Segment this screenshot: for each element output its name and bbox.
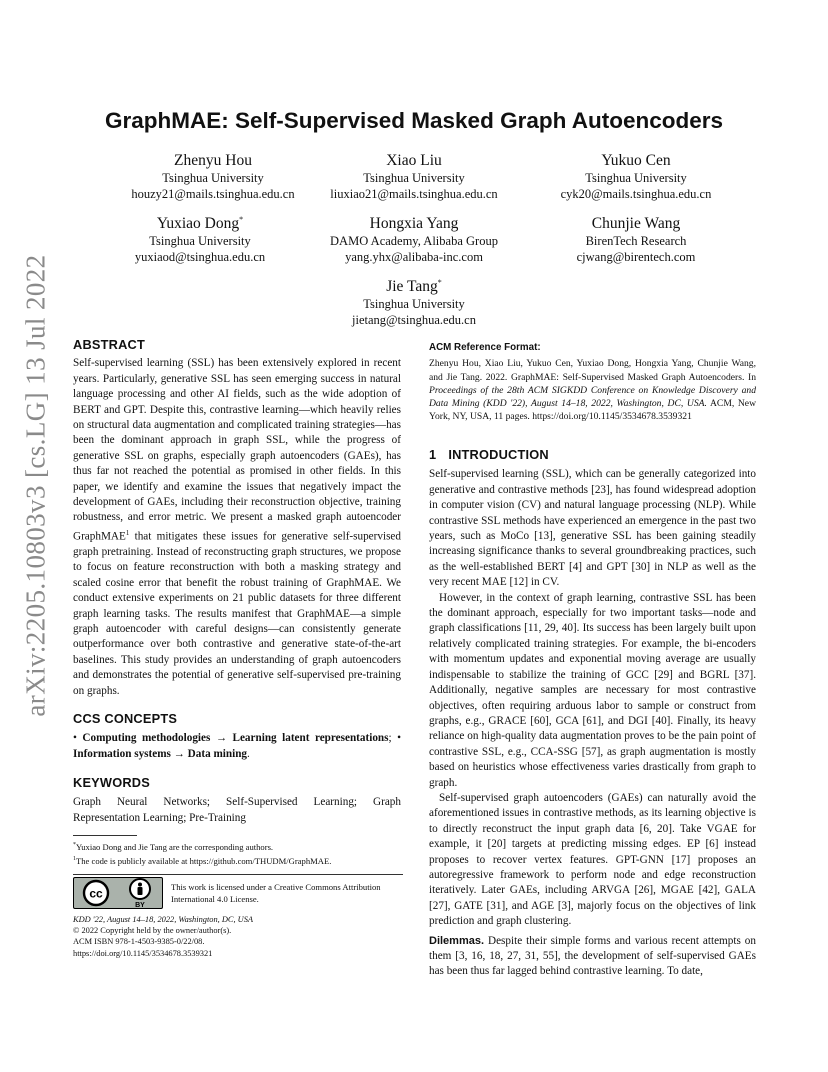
by-badge-label: BY xyxy=(135,902,145,908)
author-affiliation: Tsinghua University xyxy=(162,171,264,185)
abstract-section xyxy=(73,337,401,699)
author-name: Hongxia Yang xyxy=(369,215,459,232)
paragraph: Dilemmas. Despite their simple forms and various recent attempts on them [3, 16, 18, 27, 31, 55], the development of self-supervised GAEs has been thus far lagged behind contrastive learning. To date, xyxy=(429,934,756,978)
author-name: Yukuo Cen xyxy=(601,152,671,169)
ccs-heading: CCS CONCEPTS xyxy=(73,711,178,726)
paragraph: However, in the context of graph learning, contrastive SSL has been the dominant approach, especially for two important tasks—node and graph classifications [11, 29, 40]. Its success has been largely built upon relatively complicated training strategies. For example, the bi-encoders with momentum updates and exponential moving average are usually indispensable to stabilize the training of GCC [29] and BGRL [37]. Additionally, negative samples are necessary for most contrastive objectives, often requiring arduous labor to sample or construct from graphs, e.g., GRACE [60], GCA [61], and DGI [40]. Finally, its heavy reliance on high-quality data augmentation proves to be the pain point of contrastive SSL, e.g., CCA-SSG [57], as graph augmentation is mostly based on heuristics whose effectiveness varies drastically from graph to graph. xyxy=(429,591,756,789)
keywords-text: Graph Neural Networks; Self-Supervised Learning; Graph Representation Learning; Pre-Training xyxy=(73,796,401,824)
cc-by-license-badge xyxy=(73,877,163,909)
author-affiliation: DAMO Academy, Alibaba Group xyxy=(330,234,498,248)
author-name: Chunjie Wang xyxy=(591,215,681,232)
license-text: This work is licensed under a Creative Commons Attribution International 4.0 License. xyxy=(171,882,381,904)
footnotes xyxy=(73,839,403,867)
reference-format-text: Zhenyu Hou, Xiao Liu, Yukuo Cen, Yuxiao Dong, Hongxia Yang, Chunjie Wang, and Jie Tang. 2022. GraphMAE: Self-Supervised Masked Graph Autoencoders. In Proceedings of the 28th ACM SIGKDD Conference on Knowledge Discovery and Data Mining (KDD '22), August 14–18, 2022, Washington, DC, USA. ACM, New York, NY, USA, 11 pages. https://doi.org/10.1145/3534678.3539321 xyxy=(429,358,756,423)
ccs-text: • Computing methodologies → Learning latent representations; • Information systems → Data mining. xyxy=(73,732,401,760)
author-affiliation: BirenTech Research xyxy=(585,234,687,248)
author-name: Jie Tang* xyxy=(386,277,442,295)
arxiv-identifier xyxy=(12,253,60,717)
footnote-divider xyxy=(73,835,137,836)
author-name: Xiao Liu xyxy=(386,152,442,169)
paragraph: Self-supervised graph autoencoders (GAEs) can naturally avoid the aforementioned issues in contrastive methods, as its learning objective is to directly reconstruct the input graph data [6, 20]. Take VGAE for example, it [20] targets at predicting missing edges. EP [6] instead proposes to recover vertex features. GPT-GNN [17] proposes an autoregressive framework to perform node and edge reconstruction iteratively. Later GAEs, including ARVGA [26], MGAE [42], GALA [27], GATE [31], and AGE [3], majorly focus on the objectives of link prediction and graph clustering. xyxy=(429,791,756,928)
author-name: Yuxiao Dong* xyxy=(156,214,244,232)
license-block xyxy=(73,877,403,911)
author-block xyxy=(506,151,766,202)
author-block xyxy=(284,277,544,328)
attribution-icon xyxy=(126,878,154,908)
author-email: houzy21@mails.tsinghua.edu.cn xyxy=(131,187,295,201)
abstract-heading: ABSTRACT xyxy=(73,337,145,352)
arxiv-identifier-text: arXiv:2205.10803v3 [cs.LG] 13 Jul 2022 xyxy=(20,253,51,717)
author-email: liuxiao21@mails.tsinghua.edu.cn xyxy=(330,187,498,201)
paragraph: Self-supervised learning (SSL), which can be generally categorized into generative and contrastive methods [23], has found widespread adoption in computer vision (CV) and natural language processing (NLP). While contrastive SSL methods have experienced an emergence in the past two years, such as MoCo [13], generative SSL has been gaining steadily increasing significance thanks to several groundbreaking practices, such as the well-established BERT [4] and GPT [30] in NLP as well as the very recent MAE [12] in CV. xyxy=(429,468,756,589)
keywords-section xyxy=(73,775,401,826)
doi-line: https://doi.org/10.1145/3534678.3539321 xyxy=(73,948,213,958)
author-affiliation: Tsinghua University xyxy=(149,234,251,248)
author-affiliation: Tsinghua University xyxy=(363,171,465,185)
author-name: Zhenyu Hou xyxy=(174,152,252,169)
ccs-section xyxy=(73,711,401,762)
author-block xyxy=(506,214,766,265)
author-email: cjwang@birentech.com xyxy=(576,250,696,264)
author-affiliation: Tsinghua University xyxy=(585,171,687,185)
author-email: yang.yhx@alibaba-inc.com xyxy=(345,250,483,264)
author-block xyxy=(284,151,544,202)
author-affiliation: Tsinghua University xyxy=(363,297,465,311)
conference-line: KDD '22, August 14–18, 2022, Washington, DC, USA xyxy=(73,915,254,924)
license-divider xyxy=(73,874,403,875)
copyright-line: © 2022 Copyright held by the owner/author(s). xyxy=(73,926,232,936)
author-email: yuxiaod@tsinghua.edu.cn xyxy=(134,250,266,264)
introduction-heading: 1 INTRODUCTION xyxy=(429,447,549,462)
reference-format-section xyxy=(429,340,756,423)
reference-format-heading: ACM Reference Format: xyxy=(429,342,541,353)
footnote: *Yuxiao Dong and Jie Tang are the corresponding authors. xyxy=(73,841,274,852)
creative-commons-icon xyxy=(82,879,110,907)
venue-info xyxy=(73,914,403,959)
footnote: $^1$The code is publicly available at https://github.com/THUDM/GraphMAE. xyxy=(73,855,332,866)
author-email: jietang@tsinghua.edu.cn xyxy=(352,313,476,327)
isbn-line: ACM ISBN 978-1-4503-9385-0/22/08. xyxy=(73,937,205,947)
abstract-text: Self-supervised learning (SSL) has been extensively explored in recent years. Particularly, generative SSL has seen emerging success in natural language processing and other AI fields, such as the wide adoption of BERT and GPT. Despite this, contrastive learning—which heavily relies on structural data augmentation and complicated training strategies—has been the dominant approach in graph SSL, while the progress of generative SSL on graphs, especially graph autoencoders (GAEs), has thus far not reached the potential as promised in other fields. In this paper, we identify and examine the issues that negatively impact the development of GAEs, including their reconstruction objective, training robustness, and error metric. We present a masked graph autoencoder GraphMAE$^1$ that mitigates these issues for generative self-supervised graph pretraining. Instead of reconstructing graph structures, we propose to focus on feature reconstruction with both a masking strategy and scaled cosine error that benefit the robust training of GraphMAE. We conduct extensive experiments on 21 public datasets for three different graph learning tasks. The results manifest that GraphMAE—a simple graph autoencoder with careful designs—can consistently generate outperformance over both contrastive and generative state-of-the-art baselines. This study provides an understanding of graph autoencoders and demonstrates the potential of generative self-supervised pre-training on graphs. xyxy=(73,357,401,697)
author-email: cyk20@mails.tsinghua.edu.cn xyxy=(560,187,712,201)
author-block xyxy=(284,214,544,265)
keywords-heading: KEYWORDS xyxy=(73,775,150,790)
cc-badge-label: cc xyxy=(89,886,103,901)
introduction-section xyxy=(429,447,756,980)
paper-title: GraphMAE: Self-Supervised Masked Graph Autoencoders xyxy=(104,108,724,133)
